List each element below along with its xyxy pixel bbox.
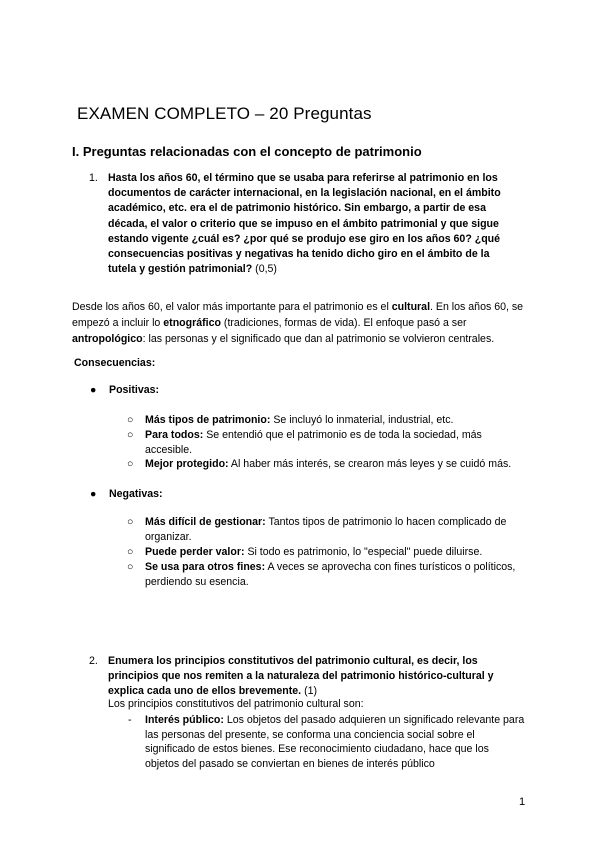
- positive-item: [127, 428, 519, 457]
- page-title: EXAMEN COMPLETO – 20 Preguntas: [77, 104, 372, 123]
- answer-1-paragraph: [72, 299, 528, 347]
- negative-item-bold: Puede perder valor:: [145, 546, 245, 558]
- question-2-score: (1): [304, 685, 318, 698]
- consequences-label: Consecuencias:: [74, 357, 156, 369]
- question-1-text: Hasta los años 60, el término que se usaba para referirse al patrimonio en los documentos de carácter internacional, en la legislación nacional, en el ámbito académico, etc. era el de patrimonio histórico. Sin embargo, a partir de esa década, el valor o criterio que se impuso en el ámbito patrimonial y que sigue estando vigente ¿cuál es? ¿por qué se produjo ese giro en los años 60? ¿qué consecuencias positivas y negativas ha tenido dicho giro en el ámbito de la tutela y gestión patrimonial?: [108, 172, 501, 276]
- negatives-label: Negativas:: [109, 488, 163, 500]
- question-1-score: (0,5): [255, 263, 277, 276]
- negative-item: [127, 560, 519, 589]
- positive-item-text: Se entendió que el patrimonio es de toda la sociedad, más accesible.: [145, 429, 482, 456]
- principle-item-text: Los objetos del pasado adquieren un significado relevante para las personas del presente, se conforma una conciencia social sobre el significado de estos bienes. Ese reconocimiento ciudadano, hace que los objetos del pasado se conviertan en bienes de interés público: [145, 714, 525, 770]
- negative-item-text: Si todo es patrimonio, lo "especial" puede diluirse.: [244, 546, 483, 558]
- bullet-circle-icon: ○: [127, 516, 134, 528]
- bullet-circle-icon: ○: [127, 458, 134, 470]
- answer-1-text-2: . En los años 60, se empezó a incluir lo: [72, 301, 524, 329]
- question-2: [89, 654, 520, 700]
- section-heading: I. Preguntas relacionadas con el concepto de patrimonio: [72, 144, 422, 159]
- question-1-number: 1.: [89, 172, 98, 184]
- bullet-circle-icon: ○: [127, 561, 134, 573]
- positive-item: [127, 413, 519, 428]
- question-1: [89, 171, 520, 277]
- bullet-circle-icon: ○: [127, 414, 134, 426]
- positive-item-text: Al haber más interés, se crearon más leyes y se cuidó más.: [228, 458, 512, 470]
- answer-1-bold-cultural: cultural: [391, 301, 431, 313]
- answer-1-bold-antropologico: antropológico: [72, 333, 143, 345]
- answer-1-text-1: Desde los años 60, el valor más importante para el patrimonio es el: [72, 301, 392, 313]
- principle-item: [128, 713, 525, 771]
- question-2-intro: Los principios constitutivos del patrimonio cultural son:: [108, 698, 364, 710]
- positives-bullet: [90, 383, 160, 398]
- negative-item-bold: Se usa para otros fines:: [145, 561, 266, 573]
- answer-1-bold-etnografico: etnográfico: [163, 317, 221, 329]
- answer-1-text-3: (tradiciones, formas de vida). El enfoque pasó a ser: [220, 317, 467, 329]
- question-2-text: Enumera los principios constitutivos del patrimonio cultural, es decir, los principios que nos remiten a la naturaleza del patrimonio histórico-cultural y explica cada uno de ellos brevemente.: [108, 655, 494, 698]
- negative-item-bold: Más difícil de gestionar:: [145, 516, 266, 528]
- negatives-bullet: [90, 487, 163, 502]
- positives-label: Positivas:: [109, 384, 160, 396]
- bullet-circle-icon: ○: [127, 546, 134, 558]
- positive-item: [127, 457, 519, 472]
- answer-1-text-4: : las personas y el significado que dan al patrimonio se volvieron centrales.: [142, 333, 495, 345]
- positive-item-bold: Para todos:: [145, 429, 204, 441]
- positive-item-bold: Mejor protegido:: [145, 458, 229, 470]
- positive-item-bold: Más tipos de patrimonio:: [145, 414, 271, 426]
- negative-item: [127, 515, 519, 544]
- dash-bullet-icon: -: [128, 714, 132, 726]
- negative-item: [127, 545, 519, 560]
- negative-item-text: Tantos tipos de patrimonio lo hacen complicado de organizar.: [145, 516, 507, 543]
- negative-item-text: A veces se aprovecha con fines turísticos o políticos, perdiendo su esencia.: [145, 561, 516, 588]
- principle-item-bold: Interés público:: [145, 714, 224, 726]
- bullet-dot-icon: ●: [90, 488, 97, 500]
- page-number: 1: [519, 796, 526, 808]
- bullet-dot-icon: ●: [90, 384, 97, 396]
- bullet-circle-icon: ○: [127, 429, 134, 441]
- question-2-number: 2.: [89, 655, 98, 667]
- positive-item-text: Se incluyó lo inmaterial, industrial, etc.: [270, 414, 454, 426]
